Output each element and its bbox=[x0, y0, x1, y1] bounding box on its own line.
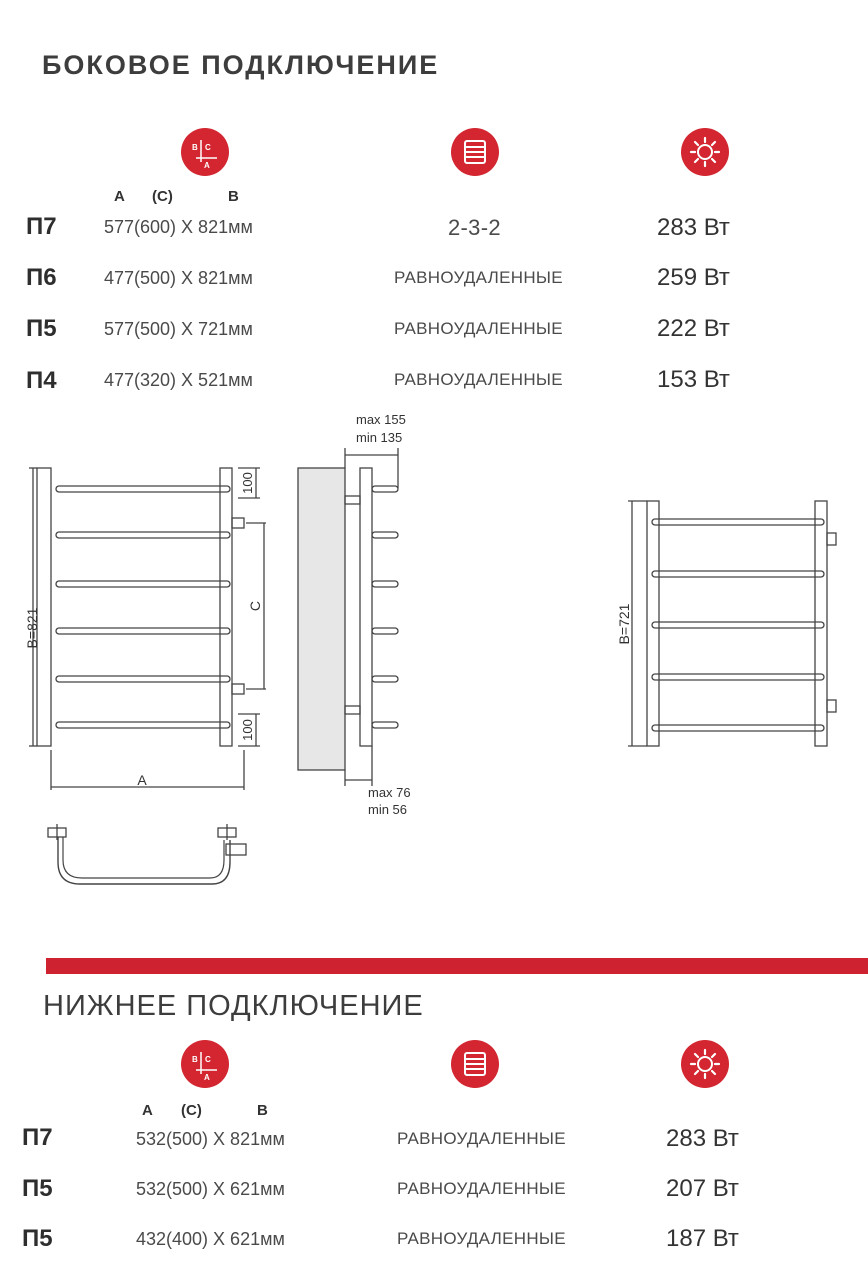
bottom-row-power: 207 Вт bbox=[666, 1175, 739, 1202]
bottom-row-power: 283 Вт bbox=[666, 1125, 739, 1152]
col-header-b: B bbox=[228, 188, 239, 205]
col-header-a: A bbox=[114, 188, 125, 205]
side-row-power: 283 Вт bbox=[657, 214, 730, 241]
wall-top-max-label: max 155 bbox=[356, 412, 406, 427]
sun-heat-icon bbox=[681, 1040, 729, 1088]
ladder-icon bbox=[451, 1040, 499, 1088]
side-rail bbox=[360, 468, 372, 746]
dims-icon-letter-b: B bbox=[192, 143, 198, 152]
dims-icon-letter-c: C bbox=[205, 143, 211, 152]
rung bbox=[56, 722, 230, 728]
bottom-row-dims: 432(400) X 621мм bbox=[136, 1229, 285, 1249]
side-row-rungs: РАВНОУДАЛЕННЫЕ bbox=[394, 370, 563, 389]
col-header-c: (C) bbox=[181, 1102, 202, 1119]
b-dimension-label: B=821 bbox=[24, 607, 40, 649]
dimensions-icon bbox=[181, 1040, 229, 1088]
c-dimension-label: C bbox=[247, 600, 263, 612]
side-row-power: 153 Вт bbox=[657, 366, 730, 393]
side-section-title: БОКОВОЕ ПОДКЛЮЧЕНИЕ bbox=[42, 50, 440, 80]
bottom-row-rungs: РАВНОУДАЛЕННЫЕ bbox=[397, 1129, 566, 1148]
dims-icon-letter-a: A bbox=[204, 161, 210, 170]
bottom-row-dims: 532(500) X 821мм bbox=[136, 1129, 285, 1149]
side-row-dims: 577(600) X 821мм bbox=[104, 217, 253, 237]
rung bbox=[56, 486, 230, 492]
bottom-row-rungs: РАВНОУДАЛЕННЫЕ bbox=[397, 1179, 566, 1198]
col-header-a: A bbox=[142, 1102, 153, 1119]
dims-icon-letter-a: A bbox=[204, 1073, 210, 1082]
bottom-row-dims: 532(500) X 621мм bbox=[136, 1179, 285, 1199]
fitting-top bbox=[232, 518, 244, 528]
wall-bottom-max-label: max 76 bbox=[368, 785, 411, 800]
wall-top-min-label: min 135 bbox=[356, 430, 403, 445]
side-row-dims: 477(320) X 521мм bbox=[104, 370, 253, 390]
side-row-model: П7 bbox=[26, 213, 57, 240]
side-row-model: П5 bbox=[26, 315, 57, 342]
rung bbox=[56, 676, 230, 682]
rung bbox=[56, 532, 230, 538]
ladder-icon bbox=[451, 128, 499, 176]
bottom-row-model: П7 bbox=[22, 1124, 53, 1151]
technical-drawing bbox=[0, 400, 868, 900]
a-dimension-label: A bbox=[137, 772, 147, 788]
left-rail bbox=[37, 468, 51, 746]
sun-heat-icon bbox=[681, 128, 729, 176]
side-row-dims: 577(500) X 721мм bbox=[104, 319, 253, 339]
bottom-row-model: П5 bbox=[22, 1175, 53, 1202]
col-header-b: B bbox=[257, 1102, 268, 1119]
side-row-power: 259 Вт bbox=[657, 264, 730, 291]
right-rail bbox=[220, 468, 232, 746]
col-header-c: (C) bbox=[152, 188, 173, 205]
side-row-rungs: РАВНОУДАЛЕННЫЕ bbox=[394, 319, 563, 338]
gap-bottom-label: 100 bbox=[240, 719, 255, 741]
bottom-row-power: 187 Вт bbox=[666, 1225, 739, 1252]
side-row-model: П4 bbox=[26, 367, 57, 394]
bottom-section-title: НИЖНЕЕ ПОДКЛЮЧЕНИЕ bbox=[43, 990, 424, 1022]
rung bbox=[56, 581, 230, 587]
bottom-row-rungs: РАВНОУДАЛЕННЫЕ bbox=[397, 1229, 566, 1248]
side-row-power: 222 Вт bbox=[657, 315, 730, 342]
dims-icon-letter-c: C bbox=[205, 1055, 211, 1064]
bracket-bottom bbox=[345, 706, 360, 714]
bracket-top bbox=[345, 496, 360, 504]
wall-bottom-min-label: min 56 bbox=[368, 802, 408, 817]
wall bbox=[298, 468, 345, 770]
side-row-rungs: 2-3-2 bbox=[448, 215, 501, 240]
bottom-row-model: П5 bbox=[22, 1225, 53, 1252]
dimensions-icon bbox=[181, 128, 229, 176]
side-row-dims: 477(500) X 821мм bbox=[104, 268, 253, 288]
side-row-model: П6 bbox=[26, 264, 57, 291]
dims-icon-letter-b: B bbox=[192, 1055, 198, 1064]
b2-dimension-label: B=721 bbox=[616, 603, 632, 645]
gap-top-label: 100 bbox=[240, 472, 255, 494]
rung bbox=[56, 628, 230, 634]
side-row-rungs: РАВНОУДАЛЕННЫЕ bbox=[394, 268, 563, 287]
fitting-bottom bbox=[232, 684, 244, 694]
section-divider bbox=[46, 958, 868, 974]
